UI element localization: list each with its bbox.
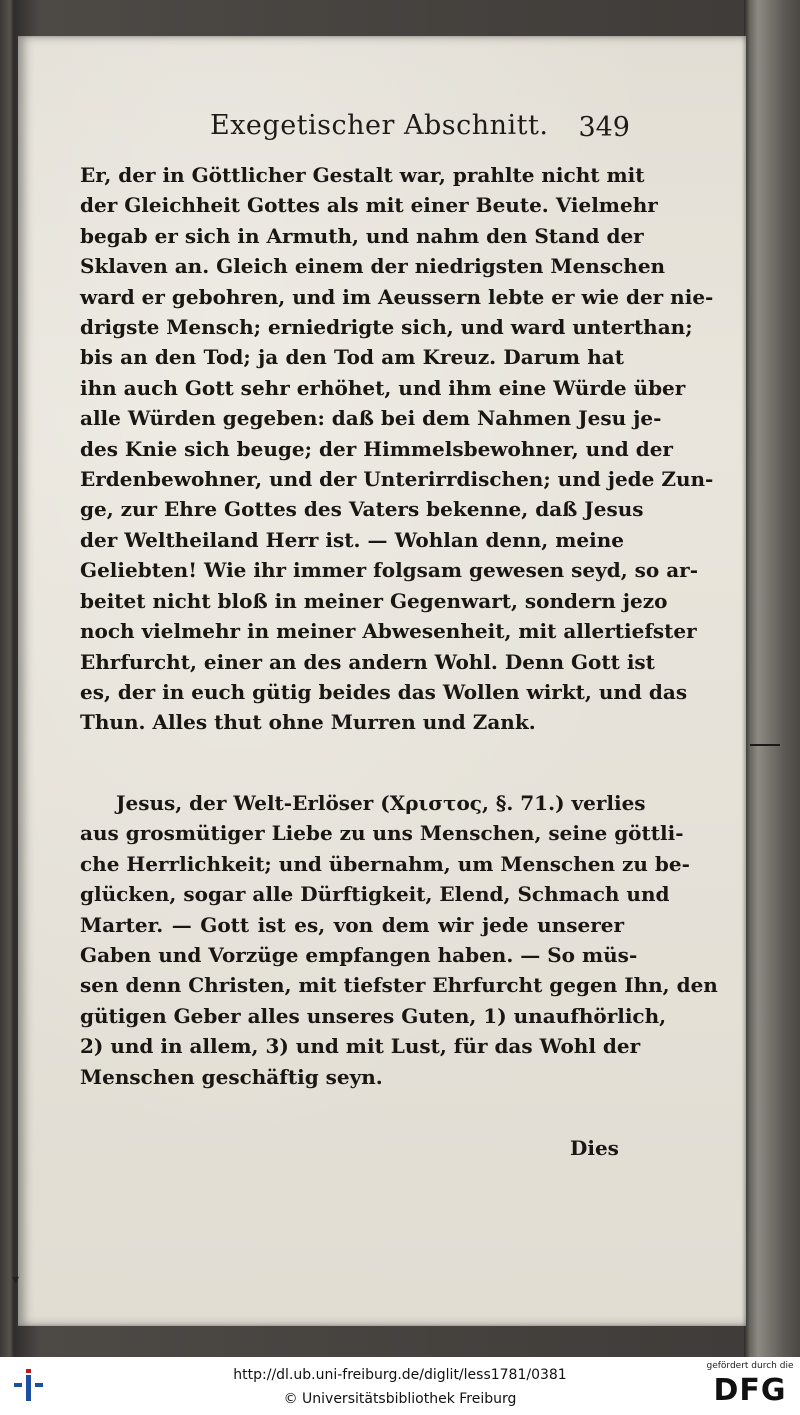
page-edge-mark: ▾ (12, 1272, 20, 1288)
book-edge (744, 0, 800, 1357)
text-line: beitet nicht bloß in meiner Gegenwart, sondern jezo (80, 588, 668, 613)
text-line-last: Thun. Alles thut ohne Murren und Zank. (80, 710, 536, 735)
text-line: glücken, sogar alle Dürftigkeit, Elend, Schmach und (80, 882, 670, 907)
text-line: ge, zur Ehre Gottes des Vaters bekenne, daß Jesus (80, 497, 644, 522)
dfg-logo[interactable]: DFG (713, 1373, 787, 1408)
text-line: bis an den Tod; ja den Tod am Kreuz. Darum hat (80, 345, 624, 370)
margin-mark (750, 744, 780, 746)
text-line: 2) und in allem, 3) und mit Lust, für das Wohl der (80, 1034, 641, 1059)
page-header (210, 110, 630, 150)
text-line: sen denn Christen, mit tiefster Ehrfurcht gegen Ihn, den (80, 973, 718, 998)
text-line: der Gleichheit Gottes als mit einer Beute. Vielmehr (80, 193, 658, 218)
text-line: ward er gebohren, und im Aeussern lebte er wie der nie- (80, 284, 714, 309)
text-line: che Herrlichkeit; und übernahm, um Menschen zu be- (80, 851, 690, 876)
text-line: es, der in euch gütig beides das Wollen wirkt, und das (80, 679, 688, 704)
running-head: Exegetischer Abschnitt. (210, 110, 549, 141)
text-line: Marter. — Gott ist es, von dem wir jede unserer (80, 912, 624, 937)
text-line: alle Würden gegeben: daß bei dem Nahmen Jesu je- (80, 406, 662, 431)
copyright-notice: © Universitätsbibliothek Freiburg (283, 1391, 517, 1407)
text-line-last: Menschen geschäftig seyn. (80, 1064, 383, 1089)
text-line: Er, der in Göttlicher Gestalt war, prahlte nicht mit (80, 163, 645, 187)
text-line: Jesus, der Welt-Erlöser (Χριστος, §. 71.) verlies (116, 791, 646, 815)
paragraph-1 (80, 160, 714, 738)
text-line: gütigen Geber alles unseres Guten, 1) unaufhörlich, (80, 1003, 667, 1028)
text-line: Erdenbewohner, und der Unterirrdischen; und jede Zun- (80, 467, 714, 492)
text-line: des Knie sich beuge; der Himmelsbewohner, und der (80, 436, 673, 461)
text-line: drigste Mensch; erniedrigte sich, und ward unterthan; (80, 315, 693, 340)
permalink[interactable]: http://dl.ub.uni-freiburg.de/diglit/less1781/0381 (233, 1367, 567, 1383)
page-number: 349 (578, 112, 630, 143)
text-line: Sklaven an. Gleich einem der niedrigsten Menschen (80, 254, 666, 279)
text-line: Gaben und Vorzüge empfangen haben. — So müs- (80, 943, 638, 968)
text-line: Ehrfurcht, einer an des andern Wohl. Denn Gott ist (80, 649, 655, 674)
text-line: der Weltheiland Herr ist. — Wohlan denn, meine (80, 527, 624, 552)
text-line: begab er sich in Armuth, und nahm den Stand der (80, 223, 644, 248)
sponsor-note: gefördert durch die (706, 1361, 794, 1371)
paragraph-2 (80, 788, 718, 1092)
text-line: ihn auch Gott sehr erhöhet, und ihm eine Würde über (80, 375, 686, 400)
catchword: Dies (570, 1136, 619, 1160)
text-line: Geliebten! Wie ihr immer folgsam gewesen seyd, so ar- (80, 558, 699, 583)
footer-bar (0, 1357, 800, 1415)
text-line: noch vielmehr in meiner Abwesenheit, mit allertiefster (80, 619, 697, 644)
text-line: aus grosmütiger Liebe zu uns Menschen, seine göttli- (80, 821, 684, 846)
